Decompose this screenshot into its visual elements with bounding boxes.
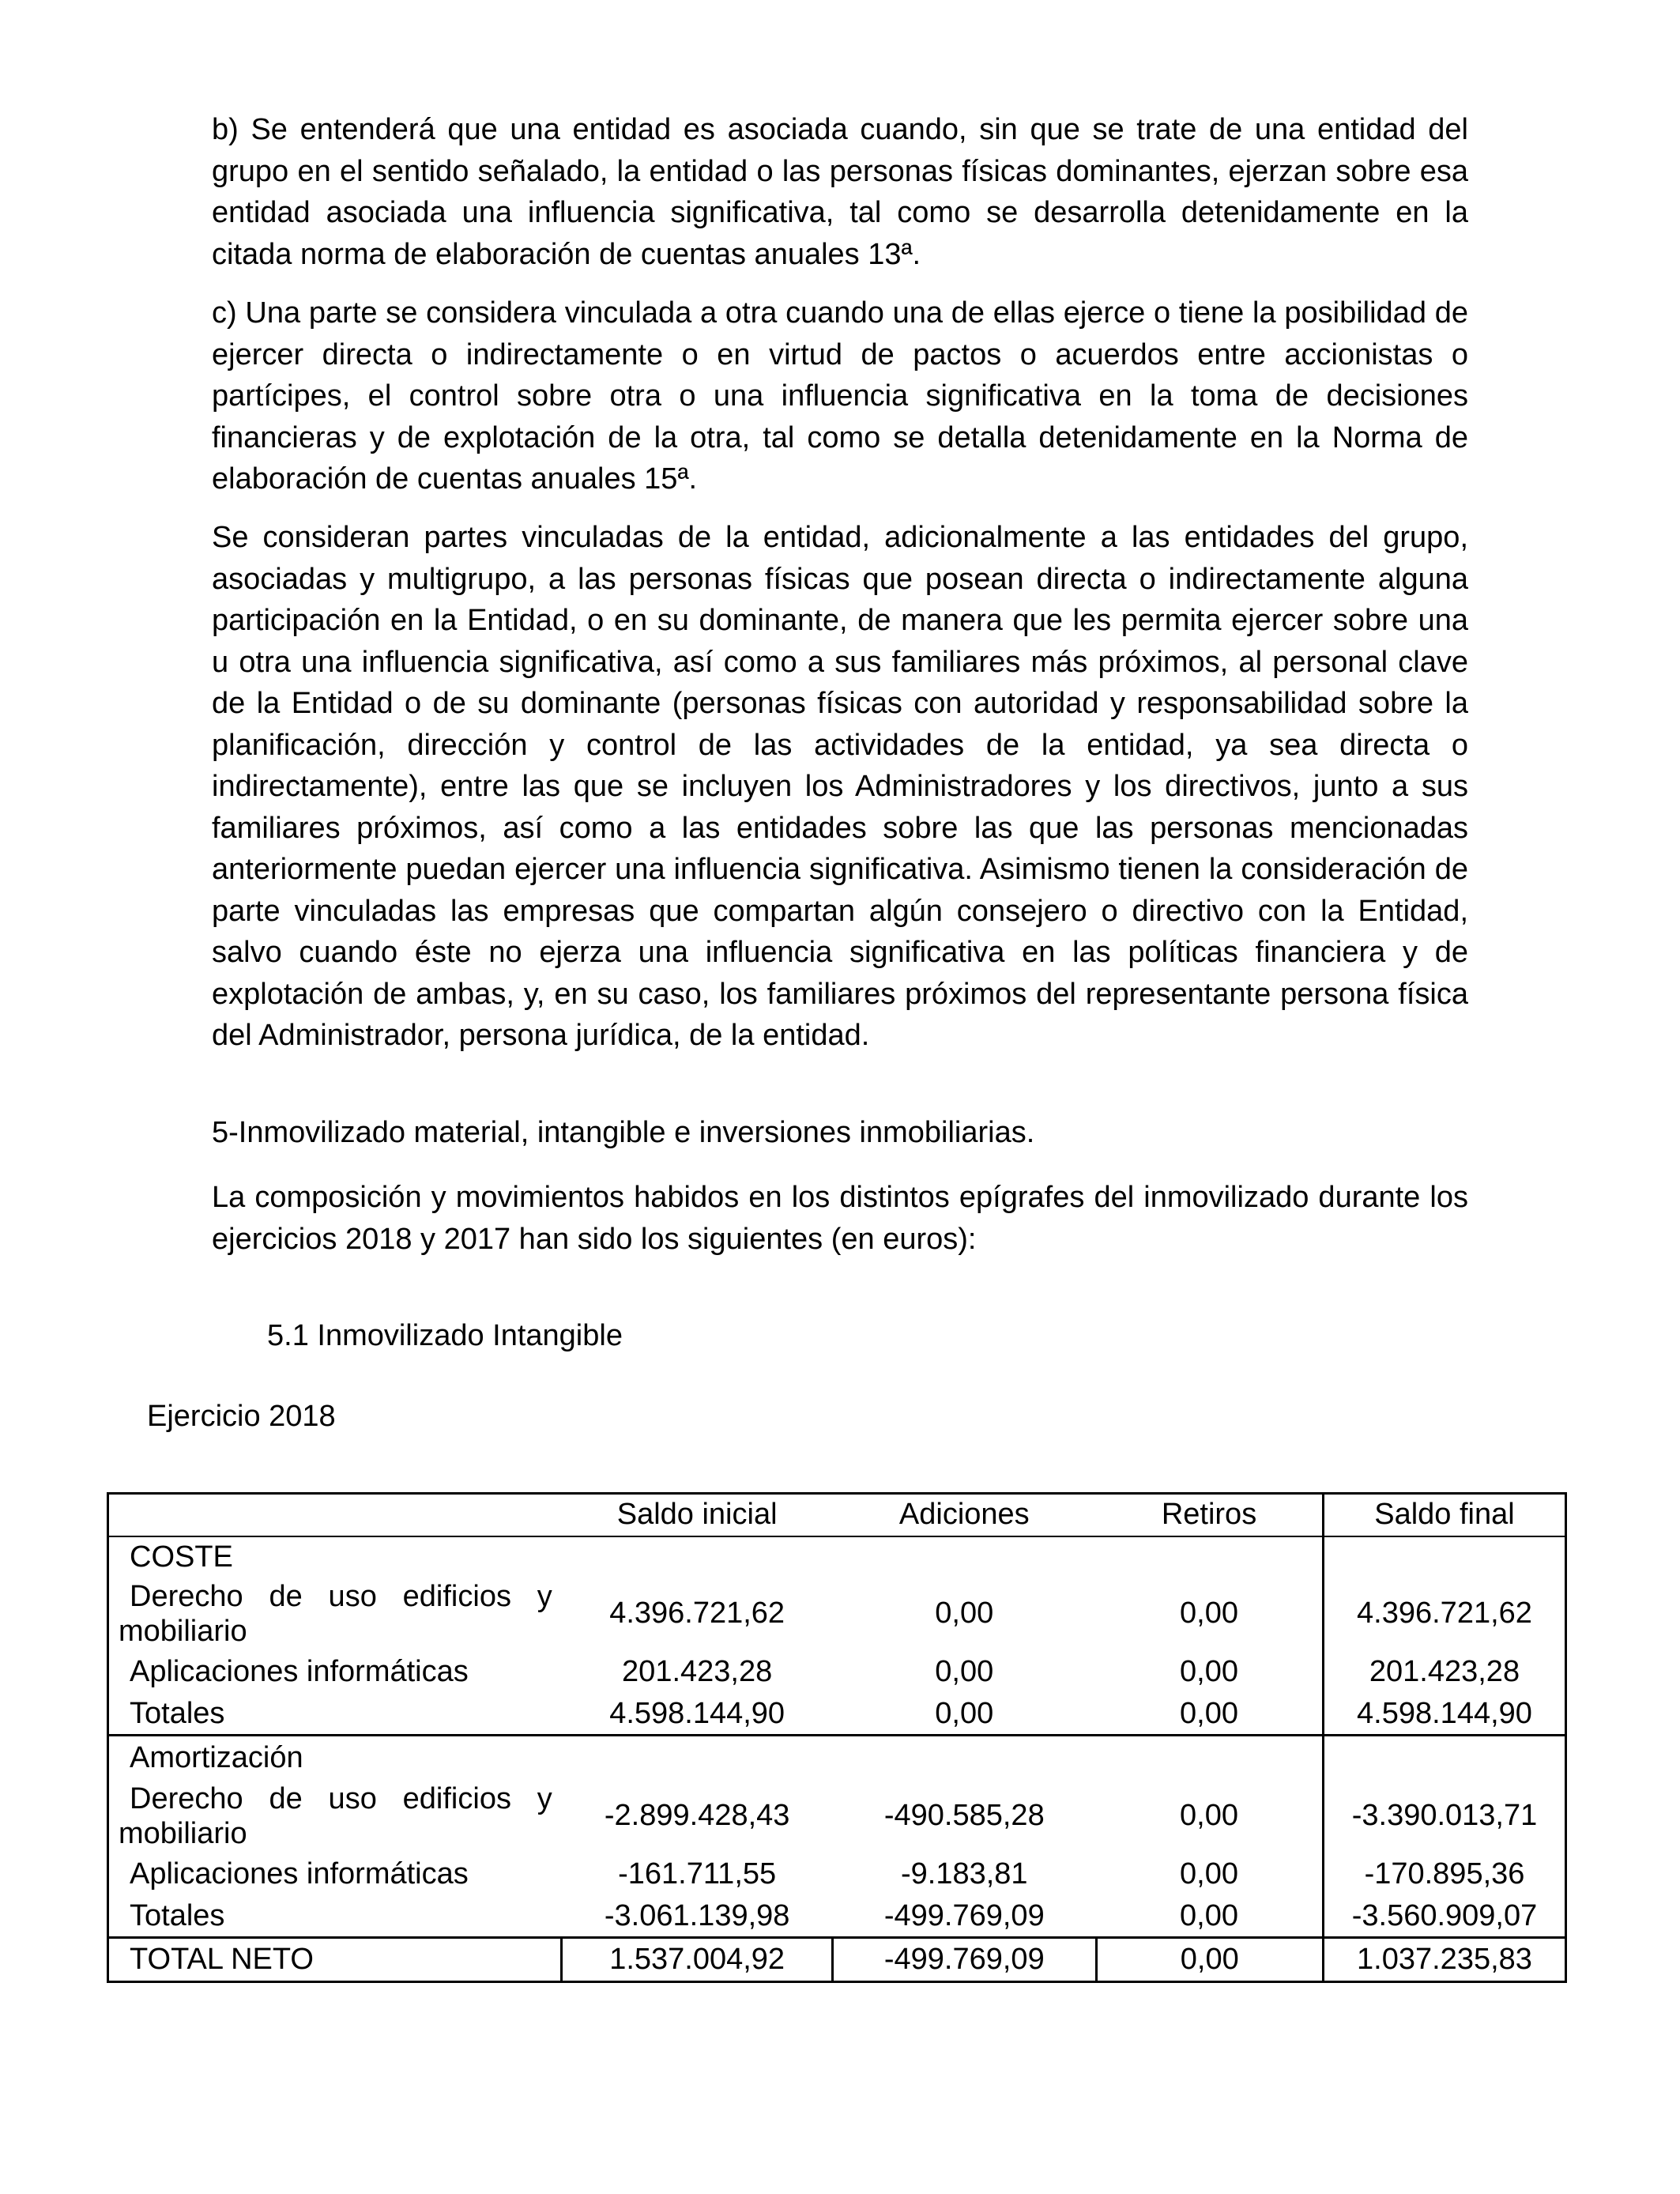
cell-value: 0,00 — [1096, 1938, 1323, 1982]
cell-value: -499.769,09 — [833, 1938, 1097, 1982]
cell-value: 0,00 — [833, 1695, 1097, 1736]
cell-value: -490.585,28 — [883, 1799, 1045, 1832]
header-empty-cell — [108, 1494, 562, 1536]
cell-value: -3.560.909,07 — [1323, 1897, 1565, 1938]
coste-title: COSTE — [108, 1536, 562, 1578]
row-label: Aplicaciones informáticas — [108, 1853, 562, 1897]
cell-value: 201.423,28 — [1323, 1650, 1565, 1695]
subsection-title: 5.1 Inmovilizado Intangible — [267, 1319, 623, 1352]
total-neto-row — [108, 1938, 1566, 1982]
amortizacion-title: Amortización — [108, 1736, 562, 1780]
coste-title-row — [108, 1536, 1566, 1578]
amortizacion-title-row — [108, 1736, 1566, 1780]
cell-value: 0,00 — [935, 1655, 994, 1688]
cell-value: -170.895,36 — [1323, 1853, 1565, 1897]
row-label: Totales — [108, 1897, 562, 1938]
paragraph-composicion: La composición y movimientos habidos en los distintos epígrafes del inmovilizado durante los ejercicios 2018 y 2017 han sido los siguientes (en euros): — [212, 1181, 1468, 1256]
cell-value: 4.396.721,62 — [1323, 1578, 1565, 1650]
cell-value: 0,00 — [1096, 1853, 1323, 1897]
header-adiciones: Adiciones — [833, 1494, 1097, 1536]
section-heading-inmovilizado: 5-Inmovilizado material, intangible e inversiones inmobiliarias. — [212, 1116, 1035, 1149]
cell-value: 0,00 — [1096, 1897, 1323, 1938]
cell-value: 0,00 — [1096, 1780, 1323, 1853]
cell-value: -3.390.013,71 — [1323, 1780, 1565, 1853]
cell-value: 0,00 — [1096, 1578, 1323, 1650]
cell-value: 0,00 — [1096, 1695, 1323, 1736]
table-row — [108, 1650, 1566, 1695]
table-row — [108, 1578, 1566, 1650]
cell-value: 201.423,28 — [622, 1655, 773, 1688]
header-saldo-inicial: Saldo inicial — [562, 1494, 833, 1536]
cell-value: 1.537.004,92 — [562, 1938, 833, 1982]
cell-value: 4.598.144,90 — [562, 1695, 833, 1736]
intangible-assets-table — [107, 1492, 1567, 1983]
cell-value: -499.769,09 — [833, 1897, 1097, 1938]
table-header-row — [108, 1494, 1566, 1536]
cell-value: -9.183,81 — [900, 1857, 1028, 1891]
table-row — [108, 1853, 1566, 1897]
cell-value: 4.598.144,90 — [1323, 1695, 1565, 1736]
cell-value: -3.061.139,98 — [562, 1897, 833, 1938]
total-neto-label: TOTAL NETO — [108, 1938, 562, 1982]
table-row — [108, 1695, 1566, 1736]
cell-value: 0,00 — [935, 1596, 994, 1630]
table-row — [108, 1897, 1566, 1938]
cell-value: 0,00 — [1096, 1650, 1323, 1695]
exercise-title: Ejercicio 2018 — [147, 1400, 336, 1433]
header-saldo-final: Saldo final — [1323, 1494, 1565, 1536]
cell-value: -161.711,55 — [618, 1857, 777, 1891]
cell-value: -2.899.428,43 — [604, 1799, 790, 1832]
paragraph-vinculada: c) Una parte se considera vinculada a otra cuando una de ellas ejerce o tiene la posibilidad de ejercer directa o indirectamente o en virtud de pactos o acuerdos entre accionistas o partícipes, el control sobre otra o una influencia significativa en la toma de decisiones financieras y de explotación de la otra, tal como se detalla detenidamente en la Norma de elaboración de cuentas anuales 15ª. — [212, 296, 1468, 496]
cell-value: 1.037.235,83 — [1323, 1938, 1565, 1982]
header-retiros: Retiros — [1096, 1494, 1323, 1536]
paragraph-partes-vinculadas: Se consideran partes vinculadas de la entidad, adicionalmente a las entidades del grupo, asociadas y multigrupo, a las personas físicas que posean directa o indirectamente alguna participación en la Entidad, o en su dominante, de manera que les permita ejercer sobre una u otra una influencia significativa, así como a sus familiares más próximos, al personal clave de la Entidad o de su dominante (personas físicas con autoridad y responsabilidad sobre la planificación, dirección y control de las actividades de la entidad, ya sea directa o indirectamente), entre las que se incluyen los Administradores y los directivos, junto a sus familiares próximos, así como a las entidades sobre las que las personas mencionadas anteriormente puedan ejercer una influencia significativa. Asimismo tienen la consideración de parte vinculadas las empresas que compartan algún consejero o directivo con la Entidad, salvo cuando éste no ejerza una influencia significativa en las políticas financiera y de explotación de ambas, y, en su caso, los familiares próximos del representante persona física del Administrador, persona jurídica, de la entidad. — [212, 521, 1468, 1052]
row-label: Totales — [108, 1695, 562, 1736]
table-row — [108, 1780, 1566, 1853]
row-label: Aplicaciones informáticas — [108, 1650, 562, 1695]
cell-value: 4.396.721,62 — [609, 1596, 785, 1630]
row-label: Derecho de uso edificios y mobiliario — [108, 1780, 562, 1853]
row-label: Derecho de uso edificios y mobiliario — [108, 1578, 562, 1650]
paragraph-asociada: b) Se entenderá que una entidad es asociada cuando, sin que se trate de una entidad del grupo en el sentido señalado, la entidad o las personas físicas dominantes, ejerzan sobre esa entidad asociada una influencia significativa, tal como se desarrolla detenidamente en la citada norma de elaboración de cuentas anuales 13ª. — [212, 113, 1468, 271]
